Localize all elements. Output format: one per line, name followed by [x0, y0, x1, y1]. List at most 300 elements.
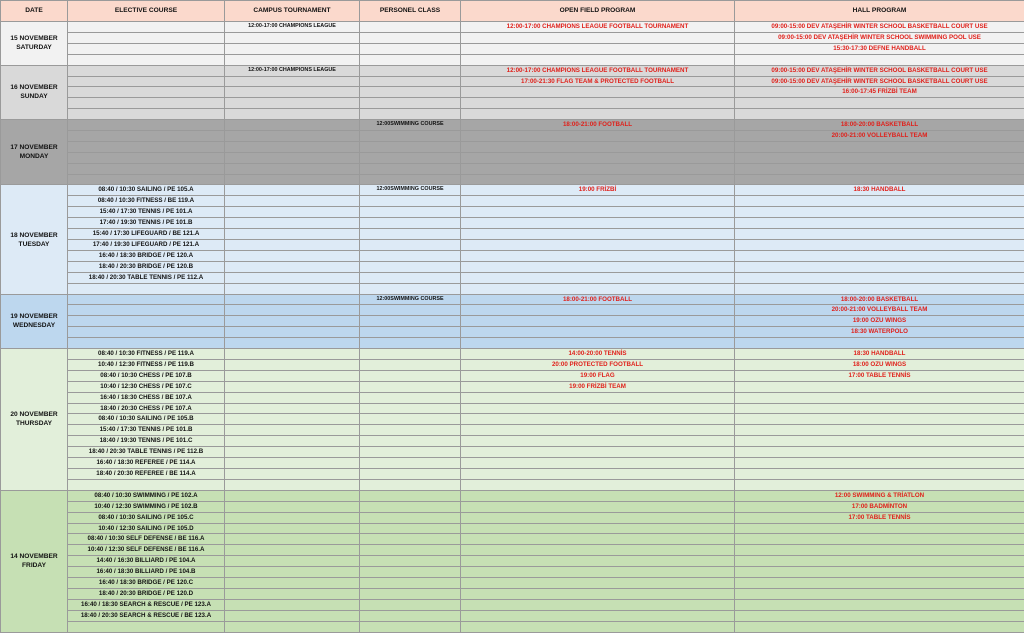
campus-tournament-cell [225, 621, 360, 632]
open-field-cell: 19:00 FRİZBİ [461, 185, 735, 196]
hall-program-cell: 18:30 HANDBALL [735, 185, 1024, 196]
hall-program-cell: 18:00 OZU WINGS [735, 359, 1024, 370]
weekday-label: TUESDAY [18, 240, 50, 248]
open-field-cell [461, 109, 735, 120]
open-field-cell [461, 447, 735, 458]
hall-program-cell [735, 109, 1024, 120]
campus-tournament-cell [225, 316, 360, 327]
hall-program-cell [735, 578, 1024, 589]
campus-tournament-cell [225, 567, 360, 578]
hall-program-cell: 20:00-21:00 VOLLEYBALL TEAM [735, 131, 1024, 142]
schedule-row [1, 403, 1024, 414]
hall-program-cell: 18:00-20:00 BASKETBALL [735, 120, 1024, 131]
campus-tournament-cell [225, 174, 360, 185]
personel-class-cell [360, 490, 461, 501]
hall-program-cell: 17:00 TABLE TENNİS [735, 512, 1024, 523]
header-open-field-program: OPEN FIELD PROGRAM [461, 1, 735, 22]
elective-course-cell: 18:40 / 19:30 TENNIS / PE 101.C [68, 436, 225, 447]
hall-program-cell [735, 196, 1024, 207]
schedule-row [1, 381, 1024, 392]
open-field-cell [461, 305, 735, 316]
open-field-cell: 12:00-17:00 CHAMPIONS LEAGUE FOOTBALL TOURNAMENT [461, 65, 735, 76]
hall-program-cell [735, 381, 1024, 392]
schedule-row [1, 447, 1024, 458]
personel-class-cell [360, 469, 461, 480]
hall-program-cell [735, 425, 1024, 436]
date-cell [1, 22, 68, 66]
open-field-cell: 19:00 FLAG [461, 370, 735, 381]
campus-tournament-cell [225, 87, 360, 98]
open-field-cell [461, 338, 735, 349]
personel-class-cell [360, 98, 461, 109]
campus-tournament-cell: 12:00-17:00 CHAMPIONS LEAGUE [225, 22, 360, 33]
weekday-label: SUNDAY [20, 93, 48, 101]
open-field-cell [461, 87, 735, 98]
open-field-cell: 17:00-21:30 FLAG TEAM & PROTECTED FOOTBALL [461, 76, 735, 87]
schedule-row [1, 610, 1024, 621]
schedule-row [1, 54, 1024, 65]
campus-tournament-cell [225, 109, 360, 120]
elective-course-cell: 15:40 / 17:30 TENNIS / PE 101.A [68, 207, 225, 218]
campus-tournament-cell [225, 425, 360, 436]
hall-program-cell: 12:00 SWIMMING & TRİATLON [735, 490, 1024, 501]
campus-tournament-cell [225, 283, 360, 294]
open-field-cell: 20:00 PROTECTED FOOTBALL [461, 359, 735, 370]
campus-tournament-cell [225, 163, 360, 174]
hall-program-cell [735, 283, 1024, 294]
hall-program-cell: 17:00 TABLE TENNİS [735, 370, 1024, 381]
schedule-row [1, 316, 1024, 327]
date-cell [1, 185, 68, 294]
header-date: DATE [1, 1, 68, 22]
campus-tournament-cell [225, 490, 360, 501]
campus-tournament-cell [225, 523, 360, 534]
schedule-row [1, 436, 1024, 447]
open-field-cell [461, 425, 735, 436]
open-field-cell [461, 272, 735, 283]
personel-class-cell [360, 305, 461, 316]
hall-program-cell [735, 229, 1024, 240]
open-field-cell [461, 207, 735, 218]
elective-course-cell: 16:40 / 18:30 CHESS / BE 107.A [68, 392, 225, 403]
date-label: 16 NOVEMBER [10, 84, 58, 92]
hall-program-cell [735, 240, 1024, 251]
personel-class-cell [360, 229, 461, 240]
hall-program-cell: 15:30-17:30 DEFNE HANDBALL [735, 43, 1024, 54]
personel-class-cell [360, 131, 461, 142]
schedule-row [1, 523, 1024, 534]
schedule-row [1, 32, 1024, 43]
hall-program-cell [735, 610, 1024, 621]
elective-course-cell [68, 174, 225, 185]
open-field-cell [461, 283, 735, 294]
elective-course-cell: 10:40 / 12:30 SELF DEFENSE / BE 116.A [68, 545, 225, 556]
hall-program-cell [735, 272, 1024, 283]
schedule-row [1, 338, 1024, 349]
header-hall-program: HALL PROGRAM [735, 1, 1024, 22]
elective-course-cell: 08:40 / 10:30 SAILING / PE 105.C [68, 512, 225, 523]
campus-tournament-cell [225, 545, 360, 556]
schedule-row [1, 294, 1024, 305]
open-field-cell [461, 327, 735, 338]
weekday-label: SATURDAY [16, 44, 52, 52]
hall-program-cell [735, 545, 1024, 556]
personel-class-cell [360, 261, 461, 272]
personel-class-cell [360, 316, 461, 327]
elective-course-cell [68, 65, 225, 76]
campus-tournament-cell [225, 436, 360, 447]
open-field-cell [461, 578, 735, 589]
open-field-cell [461, 196, 735, 207]
hall-program-cell [735, 207, 1024, 218]
hall-program-cell [735, 250, 1024, 261]
open-field-cell [461, 250, 735, 261]
campus-tournament-cell [225, 359, 360, 370]
personel-class-cell [360, 370, 461, 381]
schedule-row [1, 621, 1024, 632]
open-field-cell: 18:00-21:00 FOOTBALL [461, 294, 735, 305]
schedule-row [1, 425, 1024, 436]
campus-tournament-cell [225, 599, 360, 610]
elective-course-cell [68, 283, 225, 294]
hall-program-cell [735, 479, 1024, 490]
personel-class-cell [360, 32, 461, 43]
schedule-row [1, 283, 1024, 294]
elective-course-cell: 08:40 / 10:30 SAILING / PE 105.B [68, 414, 225, 425]
elective-course-cell [68, 22, 225, 33]
personel-class-cell [360, 458, 461, 469]
elective-course-cell: 10:40 / 12:30 SWIMMING / PE 102.B [68, 501, 225, 512]
personel-class-cell [360, 621, 461, 632]
weekday-label: THURSDAY [15, 420, 53, 428]
personel-class-cell [360, 272, 461, 283]
open-field-cell [461, 403, 735, 414]
date-cell [1, 120, 68, 185]
elective-course-cell: 10:40 / 12:30 CHESS / PE 107.C [68, 381, 225, 392]
hall-program-cell [735, 218, 1024, 229]
campus-tournament-cell [225, 610, 360, 621]
schedule-row [1, 250, 1024, 261]
open-field-cell [461, 545, 735, 556]
schedule-row [1, 512, 1024, 523]
open-field-cell [461, 588, 735, 599]
campus-tournament-cell [225, 261, 360, 272]
elective-course-cell [68, 54, 225, 65]
elective-course-cell [68, 305, 225, 316]
personel-class-cell [360, 240, 461, 251]
personel-class-cell [360, 174, 461, 185]
schedule-row [1, 141, 1024, 152]
elective-course-cell [68, 109, 225, 120]
hall-program-cell [735, 436, 1024, 447]
open-field-cell [461, 414, 735, 425]
campus-tournament-cell [225, 305, 360, 316]
campus-tournament-cell [225, 240, 360, 251]
open-field-cell [461, 152, 735, 163]
campus-tournament-cell [225, 98, 360, 109]
schedule-row [1, 458, 1024, 469]
elective-course-cell [68, 120, 225, 131]
elective-course-cell: 16:40 / 18:30 BILLIARD / PE 104.B [68, 567, 225, 578]
hall-program-cell: 18:30 WATERPOLO [735, 327, 1024, 338]
elective-course-cell [68, 327, 225, 338]
weekday-label: MONDAY [19, 153, 49, 161]
open-field-cell [461, 469, 735, 480]
campus-tournament-cell [225, 272, 360, 283]
personel-class-cell [360, 523, 461, 534]
schedule-row [1, 599, 1024, 610]
schedule-row [1, 218, 1024, 229]
open-field-cell: 12:00-17:00 CHAMPIONS LEAGUE FOOTBALL TOURNAMENT [461, 22, 735, 33]
hall-program-cell: 09:00-15:00 DEV ATAŞEHİR WINTER SCHOOL BASKETBALL COURT USE [735, 22, 1024, 33]
open-field-cell [461, 479, 735, 490]
personel-class-cell [360, 403, 461, 414]
hall-program-cell: 19:00 OZU WINGS [735, 316, 1024, 327]
personel-class-cell [360, 610, 461, 621]
hall-program-cell [735, 469, 1024, 480]
campus-tournament-cell [225, 120, 360, 131]
hall-program-cell [735, 174, 1024, 185]
schedule-row [1, 43, 1024, 54]
date-label: 20 NOVEMBER [10, 411, 58, 419]
campus-tournament-cell [225, 131, 360, 142]
personel-class-cell [360, 534, 461, 545]
schedule-row [1, 261, 1024, 272]
campus-tournament-cell [225, 588, 360, 599]
date-label: 19 NOVEMBER [10, 313, 58, 321]
campus-tournament-cell [225, 370, 360, 381]
elective-course-cell: 16:40 / 18:30 BRIDGE / PE 120.C [68, 578, 225, 589]
header-row [1, 1, 1024, 22]
elective-course-cell: 17:40 / 19:30 TENNIS / PE 101.B [68, 218, 225, 229]
elective-course-cell: 18:40 / 20:30 BRIDGE / PE 120.B [68, 261, 225, 272]
personel-class-cell [360, 436, 461, 447]
elective-course-cell: 14:40 / 16:30 BILLIARD / PE 104.A [68, 556, 225, 567]
personel-class-cell [360, 512, 461, 523]
schedule-body [1, 22, 1024, 633]
open-field-cell [461, 436, 735, 447]
open-field-cell [461, 316, 735, 327]
weekday-label: WEDNESDAY [12, 322, 56, 330]
schedule-row [1, 207, 1024, 218]
personel-class-cell [360, 109, 461, 120]
open-field-cell [461, 240, 735, 251]
campus-tournament-cell [225, 250, 360, 261]
open-field-cell [461, 141, 735, 152]
hall-program-cell [735, 588, 1024, 599]
hall-program-cell [735, 556, 1024, 567]
open-field-cell [461, 174, 735, 185]
personel-class-cell [360, 283, 461, 294]
campus-tournament-cell [225, 414, 360, 425]
open-field-cell [461, 512, 735, 523]
hall-program-cell [735, 567, 1024, 578]
campus-tournament-cell: 12:00-17:00 CHAMPIONS LEAGUE [225, 65, 360, 76]
schedule-row [1, 392, 1024, 403]
elective-course-cell: 08:40 / 10:30 SAILING / PE 105.A [68, 185, 225, 196]
personel-class-cell [360, 152, 461, 163]
elective-course-cell [68, 316, 225, 327]
campus-tournament-cell [225, 327, 360, 338]
open-field-cell: 18:00-21:00 FOOTBALL [461, 120, 735, 131]
personel-class-cell [360, 359, 461, 370]
personel-class-cell [360, 218, 461, 229]
campus-tournament-cell [225, 141, 360, 152]
campus-tournament-cell [225, 294, 360, 305]
campus-tournament-cell [225, 76, 360, 87]
hall-program-cell: 09:00-15:00 DEV ATAŞEHİR WINTER SCHOOL SWIMMING POOL USE [735, 32, 1024, 43]
elective-course-cell: 18:40 / 20:30 BRIDGE / PE 120.D [68, 588, 225, 599]
campus-tournament-cell [225, 512, 360, 523]
hall-program-cell: 16:00-17:45 FRİZBİ TEAM [735, 87, 1024, 98]
open-field-cell [461, 610, 735, 621]
campus-tournament-cell [225, 578, 360, 589]
open-field-cell [461, 261, 735, 272]
campus-tournament-cell [225, 556, 360, 567]
schedule-row [1, 370, 1024, 381]
schedule-row [1, 556, 1024, 567]
personel-class-cell [360, 479, 461, 490]
date-label: 17 NOVEMBER [10, 144, 58, 152]
date-label: 14 NOVEMBER [10, 553, 58, 561]
personel-class-cell: 12:00SWIMMING COURSE [360, 120, 461, 131]
schedule-row [1, 414, 1024, 425]
personel-class-cell [360, 588, 461, 599]
hall-program-cell: 18:00-20:00 BASKETBALL [735, 294, 1024, 305]
elective-course-cell: 15:40 / 17:30 TENNIS / PE 101.B [68, 425, 225, 436]
personel-class-cell [360, 447, 461, 458]
personel-class-cell [360, 338, 461, 349]
schedule-row [1, 588, 1024, 599]
hall-program-cell [735, 152, 1024, 163]
schedule-row [1, 109, 1024, 120]
personel-class-cell [360, 196, 461, 207]
personel-class-cell [360, 43, 461, 54]
schedule-row [1, 240, 1024, 251]
campus-tournament-cell [225, 479, 360, 490]
personel-class-cell [360, 87, 461, 98]
personel-class-cell [360, 381, 461, 392]
schedule-row [1, 65, 1024, 76]
open-field-cell: 14:00-20:00 TENNİS [461, 349, 735, 360]
elective-course-cell: 10:40 / 12:30 SAILING / PE 105.D [68, 523, 225, 534]
schedule-row [1, 196, 1024, 207]
campus-tournament-cell [225, 469, 360, 480]
open-field-cell [461, 32, 735, 43]
schedule-row [1, 22, 1024, 33]
hall-program-cell: 09:00-15:00 DEV ATAŞEHİR WINTER SCHOOL BASKETBALL COURT USE [735, 76, 1024, 87]
open-field-cell [461, 534, 735, 545]
personel-class-cell [360, 545, 461, 556]
hall-program-cell [735, 621, 1024, 632]
personel-class-cell [360, 207, 461, 218]
personel-class-cell [360, 392, 461, 403]
weekday-label: FRIDAY [22, 562, 46, 570]
elective-course-cell: 16:40 / 18:30 BRIDGE / PE 120.A [68, 250, 225, 261]
schedule-row [1, 98, 1024, 109]
open-field-cell [461, 54, 735, 65]
schedule-row [1, 545, 1024, 556]
schedule-row [1, 479, 1024, 490]
open-field-cell [461, 43, 735, 54]
header-elective-course: ELECTIVE COURSE [68, 1, 225, 22]
campus-tournament-cell [225, 458, 360, 469]
schedule-row [1, 327, 1024, 338]
personel-class-cell [360, 54, 461, 65]
schedule-row [1, 174, 1024, 185]
campus-tournament-cell [225, 338, 360, 349]
personel-class-cell [360, 425, 461, 436]
personel-class-cell [360, 567, 461, 578]
schedule-row [1, 131, 1024, 142]
schedule-row [1, 185, 1024, 196]
personel-class-cell [360, 163, 461, 174]
hall-program-cell [735, 447, 1024, 458]
hall-program-cell [735, 163, 1024, 174]
date-cell [1, 294, 68, 349]
campus-tournament-cell [225, 229, 360, 240]
campus-tournament-cell [225, 32, 360, 43]
campus-tournament-cell [225, 403, 360, 414]
open-field-cell [461, 567, 735, 578]
personel-class-cell [360, 65, 461, 76]
elective-course-cell [68, 621, 225, 632]
elective-course-cell: 08:40 / 10:30 SWIMMING / PE 102.A [68, 490, 225, 501]
elective-course-cell: 08:40 / 10:30 SELF DEFENSE / BE 116.A [68, 534, 225, 545]
hall-program-cell: 20:00-21:00 VOLLEYBALL TEAM [735, 305, 1024, 316]
hall-program-cell [735, 54, 1024, 65]
open-field-cell [461, 621, 735, 632]
schedule-row [1, 120, 1024, 131]
hall-program-cell [735, 458, 1024, 469]
elective-course-cell: 18:40 / 20:30 TABLE TENNIS / PE 112.A [68, 272, 225, 283]
campus-tournament-cell [225, 447, 360, 458]
hall-program-cell: 18:30 HANDBALL [735, 349, 1024, 360]
header-campus-tournament: CAMPUS TOURNAMENT [225, 1, 360, 22]
personel-class-cell [360, 250, 461, 261]
elective-course-cell: 16:40 / 18:30 SEARCH & RESCUE / PE 123.A [68, 599, 225, 610]
personel-class-cell [360, 501, 461, 512]
hall-program-cell: 09:00-15:00 DEV ATAŞEHİR WINTER SCHOOL BASKETBALL COURT USE [735, 65, 1024, 76]
open-field-cell [461, 599, 735, 610]
elective-course-cell: 18:40 / 20:30 TABLE TENNIS / PE 112.B [68, 447, 225, 458]
elective-course-cell: 15:40 / 17:30 LIFEGUARD / BE 121.A [68, 229, 225, 240]
schedule-row [1, 501, 1024, 512]
open-field-cell [461, 229, 735, 240]
hall-program-cell: 17:00 BADMİNTON [735, 501, 1024, 512]
date-cell [1, 490, 68, 632]
open-field-cell [461, 458, 735, 469]
campus-tournament-cell [225, 43, 360, 54]
elective-course-cell: 08:40 / 10:30 FITNESS / BE 119.A [68, 196, 225, 207]
open-field-cell [461, 556, 735, 567]
elective-course-cell [68, 152, 225, 163]
schedule-row [1, 229, 1024, 240]
hall-program-cell [735, 403, 1024, 414]
personel-class-cell [360, 578, 461, 589]
header-personel-class: PERSONEL CLASS [360, 1, 461, 22]
elective-course-cell: 17:40 / 19:30 LIFEGUARD / PE 121.A [68, 240, 225, 251]
open-field-cell: 19:00 FRİZBİ TEAM [461, 381, 735, 392]
hall-program-cell [735, 261, 1024, 272]
open-field-cell [461, 98, 735, 109]
open-field-cell [461, 490, 735, 501]
elective-course-cell [68, 479, 225, 490]
personel-class-cell [360, 76, 461, 87]
campus-tournament-cell [225, 392, 360, 403]
elective-course-cell [68, 131, 225, 142]
date-cell [1, 65, 68, 120]
